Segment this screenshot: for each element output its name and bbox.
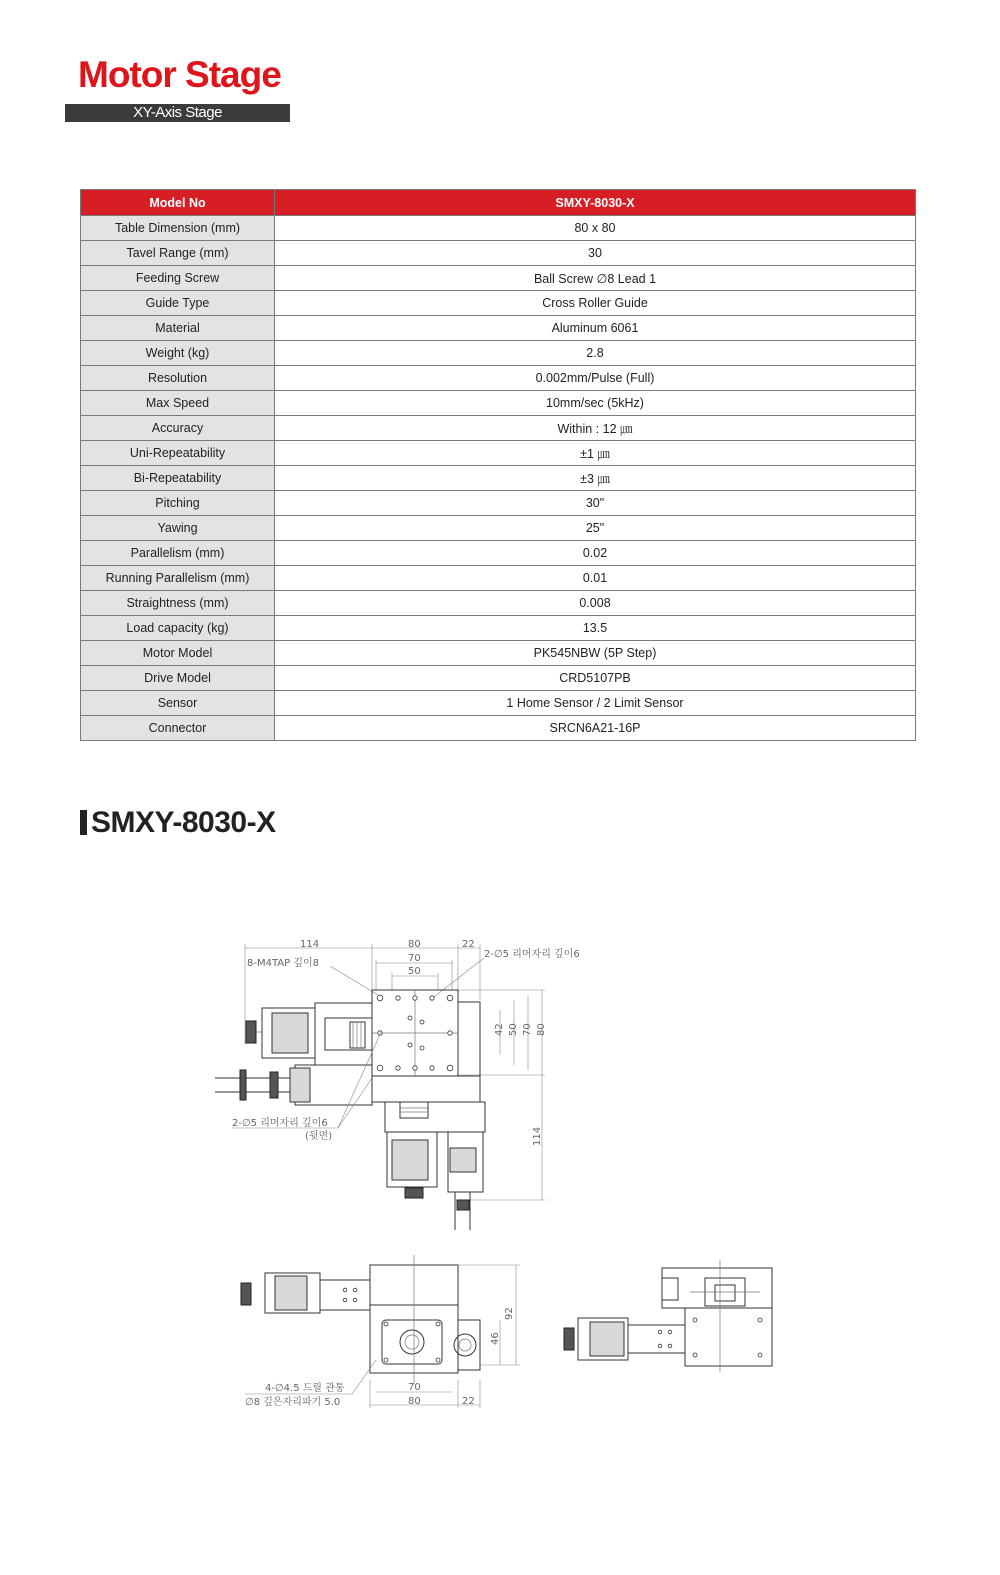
dim-114-top: 114 bbox=[300, 939, 320, 950]
spec-label: Parallelism (mm) bbox=[81, 541, 275, 566]
spec-label: Load capacity (kg) bbox=[81, 616, 275, 641]
front-dim-70: 70 bbox=[408, 1382, 421, 1393]
spec-value: 13.5 bbox=[275, 616, 916, 641]
side-view bbox=[564, 1260, 772, 1372]
front-dim-80: 80 bbox=[408, 1396, 421, 1407]
spec-value: Within : 12 ㎛ bbox=[275, 416, 916, 441]
spec-value: 0.02 bbox=[275, 541, 916, 566]
spec-value: ±3 ㎛ bbox=[275, 466, 916, 491]
callout-tap: 8-M4TAP 깊이8 bbox=[247, 958, 320, 969]
callout-counterbore: ∅8 깊은자리파기 5.0 bbox=[245, 1397, 341, 1408]
spec-value: 0.008 bbox=[275, 591, 916, 616]
spec-label: Yawing bbox=[81, 516, 275, 541]
callout-ream-left-note: (뒷면) bbox=[305, 1131, 333, 1142]
dim-50-top: 50 bbox=[408, 966, 421, 977]
dim-80-top: 80 bbox=[408, 939, 421, 950]
spec-label: Sensor bbox=[81, 691, 275, 716]
front-view bbox=[241, 1255, 520, 1408]
dim-42: 42 bbox=[494, 1023, 505, 1036]
header-model-no: Model No bbox=[81, 190, 275, 216]
spec-label: Connector bbox=[81, 716, 275, 741]
spec-value: PK545NBW (5P Step) bbox=[275, 641, 916, 666]
callout-drill: 4-∅4.5 드릴 관통 bbox=[265, 1383, 345, 1394]
page-subtitle: XY-Axis Stage bbox=[65, 104, 290, 122]
spec-label: Pitching bbox=[81, 491, 275, 516]
spec-label: Running Parallelism (mm) bbox=[81, 566, 275, 591]
header-model-value: SMXY-8030-X bbox=[275, 190, 916, 216]
spec-label: Tavel Range (mm) bbox=[81, 241, 275, 266]
spec-value: 0.002mm/Pulse (Full) bbox=[275, 366, 916, 391]
spec-value: Cross Roller Guide bbox=[275, 291, 916, 316]
front-dim-46: 46 bbox=[490, 1332, 501, 1345]
spec-label: Resolution bbox=[81, 366, 275, 391]
spec-value: Ball Screw ∅8 Lead 1 bbox=[275, 266, 916, 291]
spec-value: 30 bbox=[275, 241, 916, 266]
callout-ream-top: 2-∅5 리머자리 깊이6 bbox=[484, 949, 580, 960]
spec-value: SRCN6A21-16P bbox=[275, 716, 916, 741]
spec-label: Table Dimension (mm) bbox=[81, 216, 275, 241]
spec-label: Feeding Screw bbox=[81, 266, 275, 291]
dim-70-v: 70 bbox=[522, 1023, 533, 1036]
dim-114-v: 114 bbox=[532, 1126, 543, 1146]
front-dim-22: 22 bbox=[462, 1396, 475, 1407]
spec-value: 0.01 bbox=[275, 566, 916, 591]
dim-70-top: 70 bbox=[408, 953, 421, 964]
spec-label: Max Speed bbox=[81, 391, 275, 416]
page-title: Motor Stage bbox=[78, 54, 281, 95]
spec-value: 80 x 80 bbox=[275, 216, 916, 241]
spec-label: Guide Type bbox=[81, 291, 275, 316]
spec-value: 2.8 bbox=[275, 341, 916, 366]
spec-value: CRD5107PB bbox=[275, 666, 916, 691]
spec-value: 25" bbox=[275, 516, 916, 541]
spec-label: Material bbox=[81, 316, 275, 341]
front-dim-92: 92 bbox=[504, 1307, 515, 1320]
top-view bbox=[215, 939, 580, 1230]
spec-label: Accuracy bbox=[81, 416, 275, 441]
spec-value: 10mm/sec (5kHz) bbox=[275, 391, 916, 416]
dim-50-v: 50 bbox=[508, 1023, 519, 1036]
spec-label: Weight (kg) bbox=[81, 341, 275, 366]
spec-label: Drive Model bbox=[81, 666, 275, 691]
spec-value: 1 Home Sensor / 2 Limit Sensor bbox=[275, 691, 916, 716]
spec-label: Straightness (mm) bbox=[81, 591, 275, 616]
dim-80-v: 80 bbox=[536, 1023, 547, 1036]
dim-22-top: 22 bbox=[462, 939, 475, 950]
spec-value: 30" bbox=[275, 491, 916, 516]
spec-value: ±1 ㎛ bbox=[275, 441, 916, 466]
spec-label: Uni-Repeatability bbox=[81, 441, 275, 466]
spec-value: Aluminum 6061 bbox=[275, 316, 916, 341]
callout-ream-left: 2-∅5 리머자리 깊이6 bbox=[232, 1118, 328, 1129]
section-title-text: SMXY-8030-X bbox=[91, 806, 276, 839]
spec-label: Motor Model bbox=[81, 641, 275, 666]
spec-label: Bi-Repeatability bbox=[81, 466, 275, 491]
